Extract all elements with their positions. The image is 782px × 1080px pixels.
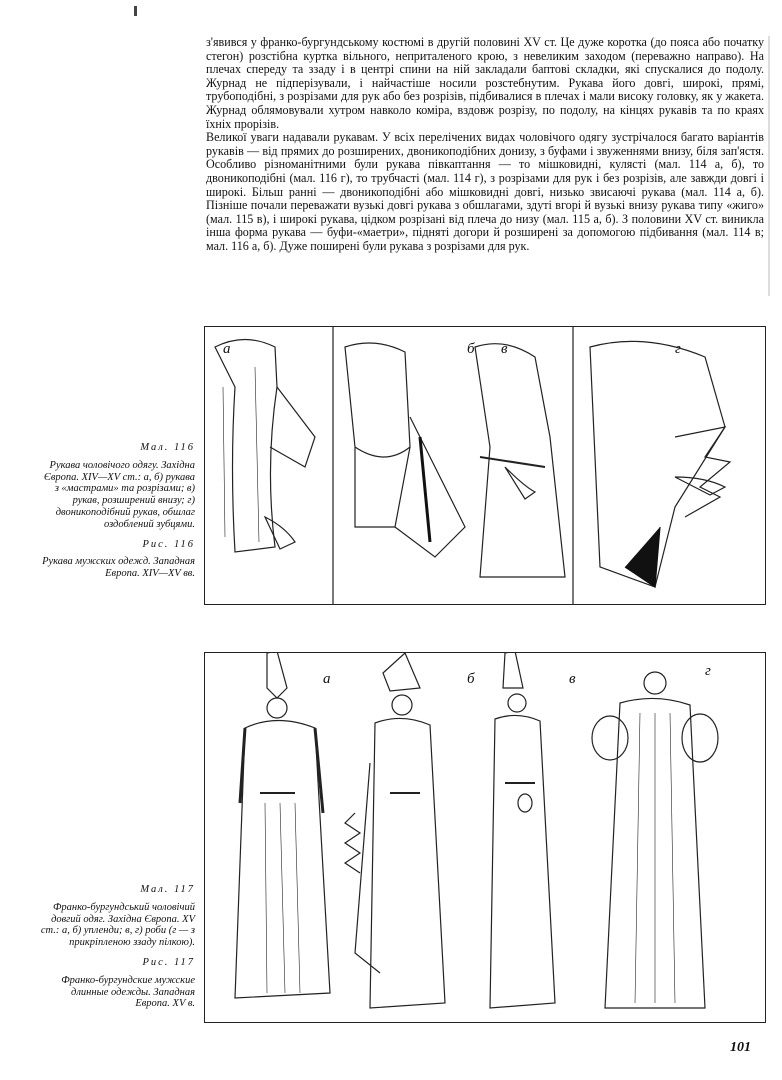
caption-117-ua-head: Мал. 117 <box>140 884 195 895</box>
sleeve-b-puff <box>345 343 410 457</box>
pleats-d <box>635 713 675 1003</box>
sleeve-d-teeth <box>675 427 730 517</box>
hat-a <box>267 653 287 698</box>
figure-116-label-a: а <box>223 341 231 357</box>
page-number: 101 <box>730 1040 751 1055</box>
figure-117-garments <box>204 652 766 1023</box>
head-d <box>644 672 666 694</box>
caption-figure-117 <box>40 884 195 1018</box>
figure-117-illustration <box>205 653 765 1022</box>
figure-116-illustration <box>205 327 765 604</box>
figure-117-label-c: в <box>569 671 576 687</box>
houppelande-b <box>370 718 445 1008</box>
sleeve-a-slit <box>270 387 315 467</box>
houppelande-a <box>235 721 330 999</box>
caption-116-ru: Рукава мужских одежд. Западная Европа. XIV—XV вв. <box>42 556 195 580</box>
hat-b <box>383 653 420 691</box>
figure-117-label-a: а <box>323 671 331 687</box>
sleeve-b-zigzag <box>355 763 380 973</box>
puff-sleeve-d-right <box>682 714 718 762</box>
head-c <box>508 694 526 712</box>
caption-116-ua-head: Мал. 116 <box>140 442 195 453</box>
hat-c <box>503 653 523 688</box>
caption-117-ru-head: Рис. 117 <box>142 956 195 968</box>
paragraph-1: з'явився у франко-бургундському костюмі в другій половині XV ст. Це дуже коротка (до пояса або початку стегон) розстібна куртка вільного, неприталеного крою, з невеликим заходом (переважно направо). На плечах спереду та ззаду і в центрі спини на ній закладали баптові складки, які спускалися до подолу. Журнад не підперізували, і найчастіше носили розстебнутим. Рукава його довгі, широкі, прямі, трубоподібні, з розрізами для рук або без розрізів, підбивалися в плечах і мали високу головку, як у жакета. Журнад облямовували хутром навколо коміра, вздовж розрізу, по подолу, на кінцях рукавів та по краях їхніх прорізів. <box>206 35 764 131</box>
hand-c <box>505 467 535 499</box>
sleeve-b-lower <box>355 447 410 527</box>
head-b <box>392 695 412 715</box>
sleeve-c-cuff <box>480 457 545 467</box>
figure-117-label-d: г <box>705 663 711 679</box>
figure-116-label-c: в <box>501 341 508 357</box>
caption-117-ru: Франко-бургундские мужские длинные одежды. Западная Европа. XV в. <box>61 974 195 1010</box>
purse-c <box>518 794 532 812</box>
scan-mark <box>134 6 137 16</box>
dagging-b <box>345 813 360 873</box>
robe-c <box>490 715 555 1008</box>
caption-figure-116 <box>40 442 195 588</box>
sleeve-c <box>475 344 565 577</box>
scan-edge <box>768 36 770 296</box>
puff-sleeve-d-left <box>592 716 628 760</box>
body-text <box>206 36 764 254</box>
fur-collar-a <box>240 728 323 813</box>
figure-117-label-b: б <box>467 671 475 687</box>
figure-116-label-d: г <box>675 341 681 357</box>
caption-116-ua: Рукава чоловічого одягу. Західна Європа. XIV—XV ст.: а, б) рукава з «мастрами» та розрізами; в) рукав, розширений внизу; г) двоникоподібний рукав, обшлаг оздоблений зубцями. <box>43 459 195 530</box>
hand-d <box>675 477 725 495</box>
paragraph-2: Великої уваги надавали рукавам. У всіх перелічених видах чоловічого одягу зустрічалося багато варіантів рукавів — від прямих до розширених, двоникоподібних донизу, з буфами і звуженнями внизу, біля зап'ястя. Особливо різноманітними були рукава півкаптання — то мішковидні, кулясті (мал. 114 а, б), то двоникоподібні (мал. 116 г), то трубчасті (мал. 114 г), з розрізами для рук і без розрізів, але завжди довгі і широкі. Більш ранні — двоникоподібні або мішковидні довгі, низько звисаючі рукава (мал. 114 а, б). Пізніше почали переважати вузькі довгі рукава з обшлагами, здуті вгорі й вузькі внизу рукава типу «жиго» (мал. 115 в), і широкі рукава, цідком розрізані від плеча до низу (мал. 115 а, б). З половини XV ст. виникла інша форма рукава — буфи-«маетри», підняті догори й розширені за допомогою підбивання (мал. 114 в; мал. 116 а, б). Дуже поширені були рукава з розрізами для рук. <box>206 130 764 253</box>
head-a <box>267 698 287 718</box>
figure-116-label-b: б <box>467 341 475 357</box>
caption-116-ru-head: Рис. 116 <box>142 538 195 550</box>
figure-116-sleeves <box>204 326 766 605</box>
sleeve-a <box>215 340 277 553</box>
caption-117-ua: Франко-бургундський чоловічий довгий одяг. Західна Європа. XV ст.: а, б) упленди; в, г) роби (г — з прикріпленою ззаду пілкою). <box>40 901 195 949</box>
hand-a <box>265 517 295 549</box>
